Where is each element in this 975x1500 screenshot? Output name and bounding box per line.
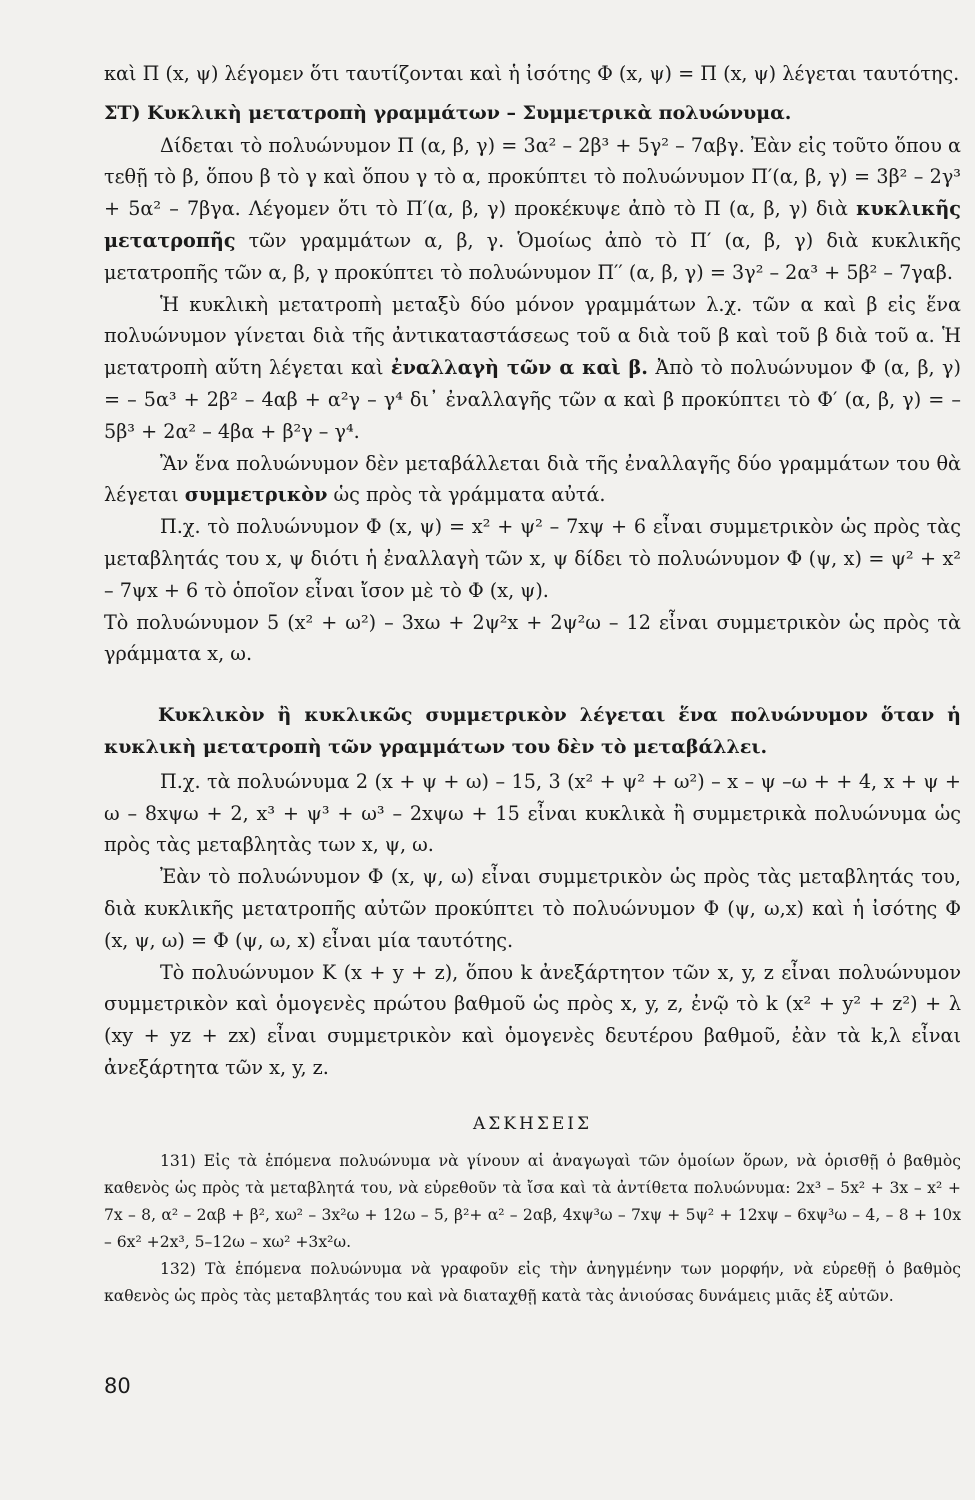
- definition-cyclic-polynomial: Κυκλικὸν ἢ κυκλικῶς συμμετρικὸν λέγεται ἕνα πολυώνυμον ὅταν ἡ κυκλικὴ μετατροπὴ τῶν γραμμάτων του δὲν τὸ μεταβάλλει.: [104, 704, 961, 758]
- paragraph-interchange: [104, 289, 961, 448]
- bold-term-symmetric: συμμετρικὸν: [184, 483, 328, 507]
- exercise-132: 132) Τὰ ἑπόμενα πολυώνυμα νὰ γραφοῦν εἰς τὴν ἀνηγμένην των μορφήν, νὰ εὑρεθῇ ὁ βαθμὸς καθενὸς ὡς πρὸς τὰς μεταβλητάς του καὶ νὰ διαταχθῇ κατὰ τὰς ἀνιούσας δυνάμεις μιᾶς ἐξ αὐτῶν.: [104, 1259, 961, 1305]
- paragraph-text: Δίδεται τὸ πολυώνυμον Π (α, β, γ) = 3α² – 2β³ + 5γ² – 7αβγ. Ἐὰν εἰς τοῦτο ὅπου α τεθῇ τὸ β, ὅπου β τὸ γ καὶ ὅπου γ τὸ α, προκύπτει τὸ πολυώνυμον Π′(α, β, γ) = 3β² – 2γ³ + 5α² – 7βγα. Λέγομεν ὅτι τὸ Π′(α, β, γ) προκέκυψε ἀπὸ τὸ Π (α, β, γ) διὰ: [104, 133, 961, 221]
- paragraph-text: ὡς πρὸς τὰ γράμματα αὐτά.: [327, 483, 606, 507]
- paragraph-example-cyclic: Π.χ. τὰ πολυώνυμα 2 (x + ψ + ω) – 15, 3 (x² + ψ² + ω²) – x – ψ –ω + + 4, x + ψ + ω – 8xψω + 2, x³ + ψ³ + ω³ – 2xψω + 15 εἶναι κυκλικὰ ἢ συμμετρικὰ πολυώνυμα ὡς πρὸς τὰς μεταβλητὰς των x, ψ, ω.: [104, 769, 961, 857]
- paragraph-example-xw: Τὸ πολυώνυμον 5 (x² + ω²) – 3xω + 2ψ²x + 2ψ²ω – 12 εἶναι συμμετρικὸν ὡς πρὸς τὰ γράμματα x, ω.: [104, 610, 961, 666]
- exercise-131: 131) Εἰς τὰ ἑπόμενα πολυώνυμα νὰ γίνουν αἱ ἀναγωγαὶ τῶν ὁμοίων ὅρων, νὰ ὁρισθῇ ὁ βαθμὸς καθενὸς ὡς πρὸς τὰ μεταβλητά του, νὰ εὑρεθοῦν τὰ ἴσα καὶ τὰ ἀντίθετα πολυώνυμα: 2x³ – 5x² + 3x – x² + 7x – 8, α² – 2αβ + β², xω² – 3x²ω + 12ω – 5, β²+ α² – 2αβ, 4xψ³ω – 7xψ + 5ψ² + 12xψ – 6xψ³ω – 4, – 8 + 10x – 6x² +2x³, 5–12ω – xω² +3x²ω.: [104, 1151, 961, 1251]
- paragraph-text: Ἂν ἕνα πολυώνυμον δὲν μεταβάλλεται διὰ τῆς ἐναλλαγῆς δύο γραμμάτων του θὰ λέγεται: [104, 451, 961, 507]
- paragraph-identity: Ἐὰν τὸ πολυώνυμον Φ (x, ψ, ω) εἶναι συμμετρικὸν ὡς πρὸς τὰς μεταβλητάς του, διὰ κυκλικῆς μετατροπῆς αὐτῶν προκύπτει τὸ πολυώνυμον Φ (ψ, ω,x) καὶ ἡ ἰσότης Φ (x, ψ, ω) = Φ (ψ, ω, x) εἶναι μία ταυτότης.: [104, 865, 961, 952]
- paragraph-cyclic-permutation: [104, 130, 961, 289]
- paragraph-symmetric-definition: [104, 448, 961, 512]
- paragraph-text: Ἡ κυκλικὴ μετατροπὴ μεταξὺ δύο μόνον γραμμάτων λ.χ. τῶν α καὶ β εἰς ἕνα πολυώνυμον γίνεται διὰ τῆς ἀντικαταστάσεως τοῦ α διὰ τοῦ β καὶ τοῦ β διὰ τοῦ α. Ἡ μετατροπὴ αὕτη λέγεται καὶ: [104, 292, 961, 380]
- exercises-title: ΑΣΚΗΣΕΙΣ: [473, 1113, 592, 1134]
- paragraph-homogeneous: Τὸ πολυώνυμον K (x + y + z), ὅπου k ἀνεξάρτητον τῶν x, y, z εἶναι πολυώνυμον συμμετρικὸν καὶ ὁμογενὲς πρώτου βαθμοῦ ὡς πρὸς x, y, z, ἐνῷ τὸ k (x² + y² + z²) + λ (xy + yz + zx) εἶναι συμμετρικὸν καὶ ὁμογενὲς δευτέρου βαθμοῦ, ἐὰν τὰ k,λ εἶναι ἀνεξάρτητα τῶν x, y, z.: [104, 960, 961, 1079]
- paragraph-text: τῶν γραμμάτων α, β, γ. Ὁμοίως ἀπὸ τὸ Π′ (α, β, γ) διὰ κυκλικῆς μετατροπῆς τῶν α, β, γ προκύπτει τὸ πολυώνυμον Π′′ (α, β, γ) = 3γ² – 2α³ + 5β² – 7γαβ.: [104, 228, 961, 284]
- section-title: ΣΤ) Κυκλικὴ μετατροπὴ γραμμάτων – Συμμετρικὰ πολυώνυμα.: [104, 101, 792, 124]
- bold-term-cyclic-permutation: κυκλικῆς μετατροπῆς: [104, 197, 961, 252]
- page-number: 80: [104, 1374, 131, 1398]
- paragraph-example-symmetric: Π.χ. τὸ πολυώνυμον Φ (x, ψ) = x² + ψ² – 7xψ + 6 εἶναι συμμετρικὸν ὡς πρὸς τὰς μεταβλητάς του x, ψ διότι ἡ ἐναλλαγὴ τῶν x, ψ δίδει τὸ πολυώνυμον Φ (ψ, x) = ψ² + x² – 7ψx + 6 τὸ ὁποῖον εἶναι ἴσον μὲ τὸ Φ (x, ψ).: [104, 515, 961, 602]
- intro-paragraph: καὶ Π (x, ψ) λέγομεν ὅτι ταυτίζονται καὶ ἡ ἰσότης Φ (x, ψ) = Π (x, ψ) λέγεται ταυτότης.: [104, 62, 960, 85]
- bold-term-interchange: ἐναλλαγὴ τῶν α καὶ β.: [390, 356, 648, 380]
- paragraph-text: Ἀπὸ τὸ πολυώνυμον Φ (α, β, γ) = – 5α³ + 2β² – 4αβ + α²γ – γ⁴ δι᾿ ἐναλλαγῆς τῶν α καὶ β προκύπτει τὸ Φ′ (α, β, γ) = – 5β³ + 2α² – 4βα + β²γ – γ⁴.: [104, 356, 961, 443]
